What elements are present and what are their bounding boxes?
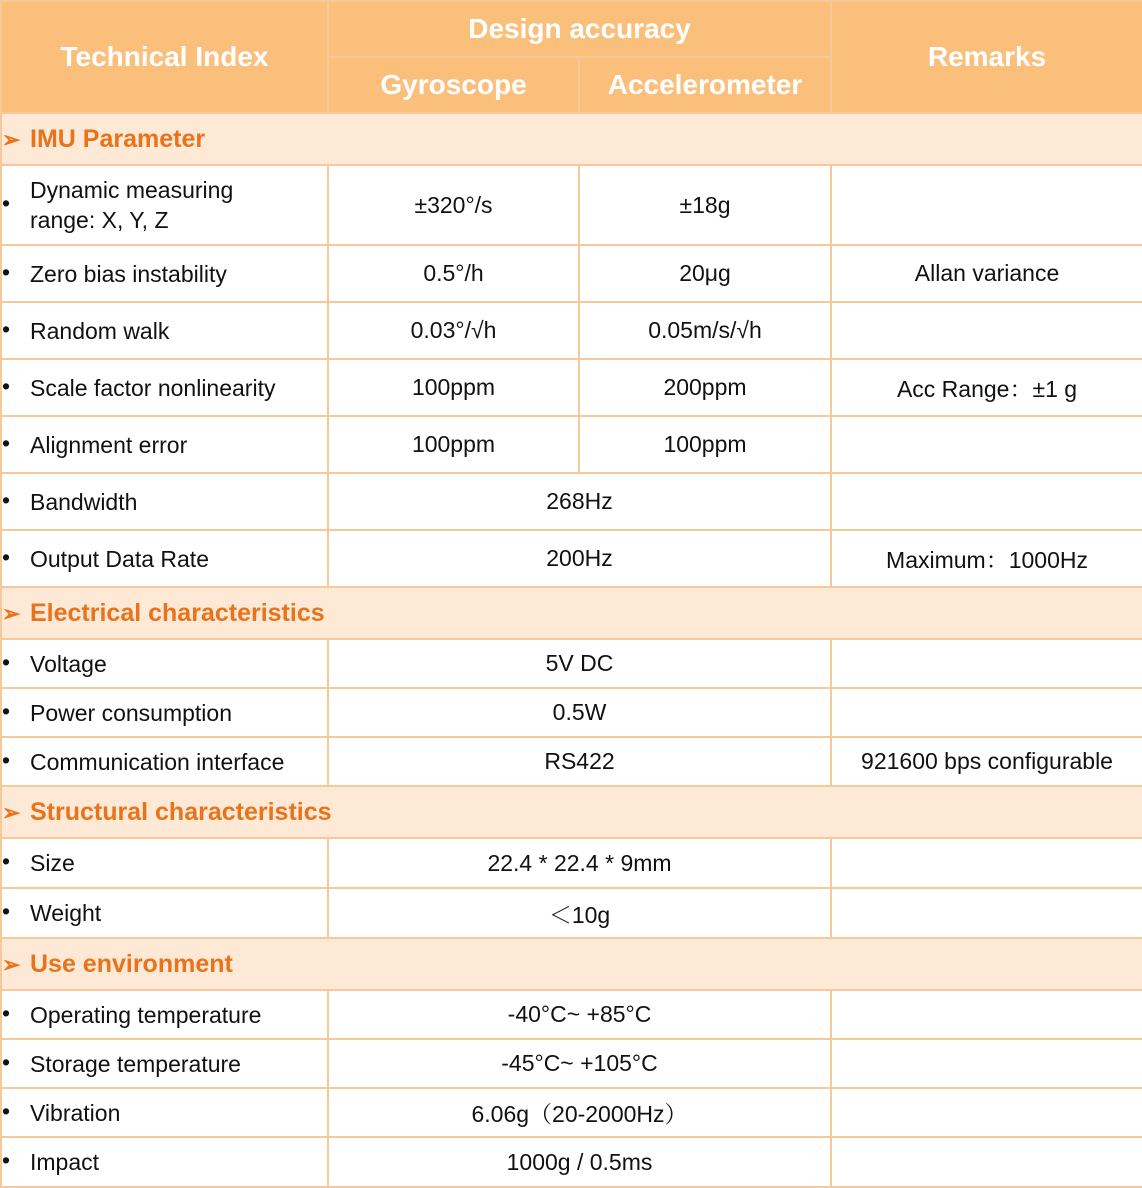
accelerometer-value: 200ppm — [579, 359, 831, 416]
table-row — [1, 688, 1142, 737]
row-label — [1, 1137, 328, 1187]
row-label — [1, 473, 328, 530]
value-cell: 268Hz — [328, 473, 831, 530]
accelerometer-value: 20μg — [579, 245, 831, 302]
bullet-icon: • — [2, 697, 11, 724]
row-label-text: Weight — [30, 900, 102, 926]
section-title-imu — [1, 113, 1142, 165]
row-label — [1, 990, 328, 1039]
remarks-cell — [831, 165, 1142, 245]
row-label — [1, 639, 328, 688]
bullet-icon: • — [2, 746, 11, 773]
value-cell: -40°C~ +85°C — [328, 990, 831, 1039]
row-label-text: Dynamic measuring range: X, Y, Z — [30, 177, 234, 233]
gyroscope-value: ±320°/s — [328, 165, 579, 245]
remarks-cell — [831, 416, 1142, 473]
table-row — [1, 990, 1142, 1039]
table-row — [1, 737, 1142, 786]
table-row — [1, 888, 1142, 938]
remarks-cell: 921600 bps configurable — [831, 737, 1142, 786]
header-gyroscope: Gyroscope — [328, 57, 579, 113]
row-label — [1, 165, 328, 245]
value-cell: 1000g / 0.5ms — [328, 1137, 831, 1187]
table-row — [1, 838, 1142, 888]
bullet-icon: • — [2, 898, 11, 925]
gyroscope-value: 0.5°/h — [328, 245, 579, 302]
remarks-cell — [831, 302, 1142, 359]
gyroscope-value: 0.03°/√h — [328, 302, 579, 359]
bullet-icon: • — [2, 258, 11, 285]
gyroscope-value: 100ppm — [328, 359, 579, 416]
header-accelerometer: Accelerometer — [579, 57, 831, 113]
table-row — [1, 245, 1142, 302]
section-row-electrical — [1, 587, 1142, 639]
row-label — [1, 530, 328, 587]
value-cell: 22.4 * 22.4 * 9mm — [328, 838, 831, 888]
table-row — [1, 1137, 1142, 1187]
section-row-structural — [1, 786, 1142, 838]
bullet-icon: • — [2, 648, 11, 675]
table-row — [1, 416, 1142, 473]
row-label-text: Alignment error — [30, 431, 188, 458]
row-label-text: Output Data Rate — [30, 545, 209, 572]
bullet-icon: • — [2, 1097, 11, 1124]
section-title-structural — [1, 786, 1142, 838]
arrow-icon: ➢ — [2, 600, 21, 626]
row-label-text: Operating temperature — [30, 1001, 262, 1028]
accelerometer-value: ±18g — [579, 165, 831, 245]
section-title-text: Electrical characteristics — [30, 598, 325, 627]
header-remarks: Remarks — [831, 1, 1142, 113]
row-label-text: Scale factor nonlinearity — [30, 374, 276, 401]
remarks-cell: Acc Range：±1 g — [831, 359, 1142, 416]
section-title-environment — [1, 938, 1142, 990]
row-label — [1, 1039, 328, 1088]
gyroscope-value: 100ppm — [328, 416, 579, 473]
remarks-cell — [831, 888, 1142, 938]
bullet-icon: • — [2, 190, 11, 217]
section-title-text: Use environment — [30, 949, 233, 978]
accelerometer-value: 100ppm — [579, 416, 831, 473]
table-row — [1, 473, 1142, 530]
row-label-text: Communication interface — [30, 748, 285, 775]
header-technical-index: Technical Index — [1, 1, 328, 113]
row-label — [1, 302, 328, 359]
bullet-icon: • — [2, 486, 11, 513]
table-row — [1, 530, 1142, 587]
bullet-icon: • — [2, 848, 11, 875]
row-label-text: Vibration — [30, 1099, 121, 1126]
remarks-cell — [831, 688, 1142, 737]
row-label-text: Voltage — [30, 650, 107, 677]
value-cell: 6.06g（20-2000Hz） — [328, 1088, 831, 1137]
bullet-icon: • — [2, 543, 11, 570]
row-label-text: Random walk — [30, 317, 170, 344]
section-title-text: Structural characteristics — [30, 797, 332, 826]
remarks-cell: Allan variance — [831, 245, 1142, 302]
table-row — [1, 359, 1142, 416]
remarks-cell — [831, 1088, 1142, 1137]
bullet-icon: • — [2, 1048, 11, 1075]
row-label — [1, 416, 328, 473]
row-label — [1, 688, 328, 737]
value-cell: RS422 — [328, 737, 831, 786]
bullet-icon: • — [2, 1147, 11, 1174]
value-cell: -45°C~ +105°C — [328, 1039, 831, 1088]
section-title-electrical — [1, 587, 1142, 639]
row-label-text: Zero bias instability — [30, 260, 227, 287]
value-cell: 0.5W — [328, 688, 831, 737]
remarks-cell — [831, 838, 1142, 888]
bullet-icon: • — [2, 315, 11, 342]
row-label — [1, 838, 328, 888]
table-row — [1, 302, 1142, 359]
table-row — [1, 1039, 1142, 1088]
row-label-text: Power consumption — [30, 699, 232, 726]
value-cell: ＜10g — [328, 888, 831, 938]
row-label-text: Impact — [30, 1149, 100, 1175]
header-design-accuracy: Design accuracy — [328, 1, 831, 57]
remarks-cell — [831, 473, 1142, 530]
row-label — [1, 359, 328, 416]
row-label — [1, 1088, 328, 1137]
table-row — [1, 1088, 1142, 1137]
row-label-text: Storage temperature — [30, 1050, 241, 1077]
arrow-icon: ➢ — [2, 951, 21, 977]
section-title-text: IMU Parameter — [30, 124, 206, 153]
row-label — [1, 737, 328, 786]
arrow-icon: ➢ — [2, 799, 21, 825]
accelerometer-value: 0.05m/s/√h — [579, 302, 831, 359]
remarks-cell — [831, 1137, 1142, 1187]
remarks-cell — [831, 639, 1142, 688]
value-cell: 5V DC — [328, 639, 831, 688]
table-row — [1, 639, 1142, 688]
bullet-icon: • — [2, 999, 11, 1026]
table-row — [1, 165, 1142, 245]
row-label — [1, 245, 328, 302]
remarks-cell — [831, 990, 1142, 1039]
row-label-text: Size — [30, 850, 75, 876]
arrow-icon: ➢ — [2, 126, 21, 152]
row-label — [1, 888, 328, 938]
remarks-cell: Maximum：1000Hz — [831, 530, 1142, 587]
bullet-icon: • — [2, 372, 11, 399]
section-row-imu — [1, 113, 1142, 165]
remarks-cell — [831, 1039, 1142, 1088]
section-row-environment — [1, 938, 1142, 990]
value-cell: 200Hz — [328, 530, 831, 587]
bullet-icon: • — [2, 429, 11, 456]
row-label-text: Bandwidth — [30, 488, 138, 515]
